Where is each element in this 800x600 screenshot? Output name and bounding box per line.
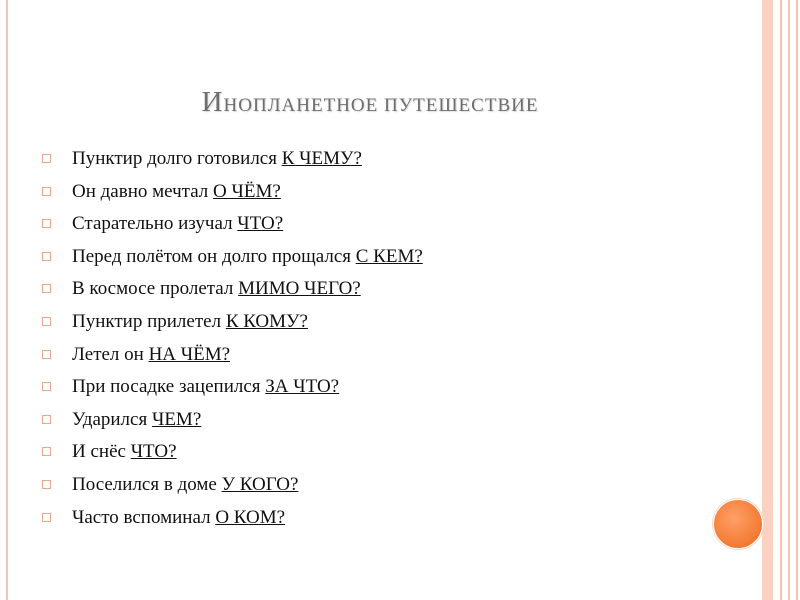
right-frame-line bbox=[780, 0, 782, 600]
bullet-item bbox=[42, 306, 742, 339]
hollow-square-bullet-icon bbox=[42, 350, 51, 359]
slide-title-initial: И bbox=[201, 86, 224, 118]
bullet-question: О ЧЁМ? bbox=[213, 180, 281, 202]
bullet-text bbox=[72, 306, 308, 339]
right-frame-band bbox=[762, 0, 773, 600]
bullet-item bbox=[42, 143, 742, 176]
hollow-square-bullet-icon bbox=[42, 284, 51, 293]
bullet-statement: При посадке зацепился bbox=[72, 376, 261, 398]
bullet-statement: Летел он bbox=[72, 343, 144, 365]
hollow-square-bullet-icon bbox=[42, 415, 51, 424]
bullet-text bbox=[72, 404, 201, 437]
hollow-square-bullet-icon bbox=[42, 480, 51, 489]
bullet-text bbox=[72, 436, 177, 469]
bullet-text bbox=[72, 176, 281, 209]
bullet-question: ЧТО? bbox=[130, 441, 177, 463]
hollow-square-bullet-icon bbox=[42, 187, 51, 196]
bullet-question: ЗА ЧТО? bbox=[265, 376, 340, 398]
hollow-square-bullet-icon bbox=[42, 447, 51, 456]
bullet-statement: Перед полётом он долго прощался bbox=[72, 245, 351, 267]
bullet-question: У КОГО? bbox=[221, 473, 299, 495]
hollow-square-bullet-icon bbox=[42, 382, 51, 391]
bullet-item bbox=[42, 339, 742, 372]
bullet-statement: И снёс bbox=[72, 441, 126, 463]
hollow-square-bullet-icon bbox=[42, 154, 51, 163]
bullet-question: МИМО ЧЕГО? bbox=[238, 278, 361, 300]
bullet-item bbox=[42, 371, 742, 404]
bullet-statement: Старательно изучал bbox=[72, 213, 233, 235]
bullet-question: ЧЕМ? bbox=[151, 408, 202, 430]
bullet-question: С КЕМ? bbox=[355, 245, 423, 267]
bullet-question: К ЧЕМУ? bbox=[281, 148, 362, 169]
bullet-text bbox=[72, 469, 298, 502]
bullet-item bbox=[42, 273, 742, 306]
bullet-item bbox=[42, 208, 742, 241]
bullet-item bbox=[42, 176, 742, 209]
hollow-square-bullet-icon bbox=[42, 513, 51, 522]
bullet-text bbox=[72, 371, 339, 404]
hollow-square-bullet-icon bbox=[42, 219, 51, 228]
bullet-question: О КОМ? bbox=[215, 506, 286, 528]
bullet-item bbox=[42, 404, 742, 437]
slide-title bbox=[0, 86, 740, 119]
bullet-list bbox=[42, 143, 742, 534]
bullet-statement: Он давно мечтал bbox=[72, 180, 209, 202]
bullet-text bbox=[72, 273, 361, 306]
hollow-square-bullet-icon bbox=[42, 252, 51, 261]
bullet-item bbox=[42, 436, 742, 469]
bullet-statement: Пунктир прилетел bbox=[72, 310, 222, 332]
bullet-statement: Часто вспоминал bbox=[72, 506, 211, 528]
bullet-item bbox=[42, 241, 742, 274]
bullet-text bbox=[72, 241, 423, 274]
bullet-text bbox=[72, 502, 285, 535]
bullet-item bbox=[42, 469, 742, 502]
bullet-statement: Пунктир долго готовился bbox=[72, 148, 277, 169]
bullet-text bbox=[72, 143, 362, 176]
right-frame-line bbox=[796, 0, 798, 600]
slide-title-rest: НОПЛАНЕТНОЕ ПУТЕШЕСТВИЕ bbox=[223, 95, 539, 116]
bullet-question: НА ЧЁМ? bbox=[148, 343, 231, 365]
bullet-item bbox=[42, 502, 742, 535]
orange-circle-icon bbox=[713, 499, 763, 549]
bullet-text bbox=[72, 339, 230, 372]
bullet-question: ЧТО? bbox=[237, 213, 284, 235]
bullet-statement: Ударился bbox=[72, 408, 148, 430]
bullet-text bbox=[72, 208, 283, 241]
bullet-statement: Поселился в доме bbox=[72, 473, 217, 495]
right-frame-line bbox=[788, 0, 790, 600]
bullet-statement: В космосе пролетал bbox=[72, 278, 234, 300]
bullet-question: К КОМУ? bbox=[225, 310, 308, 332]
hollow-square-bullet-icon bbox=[42, 317, 51, 326]
